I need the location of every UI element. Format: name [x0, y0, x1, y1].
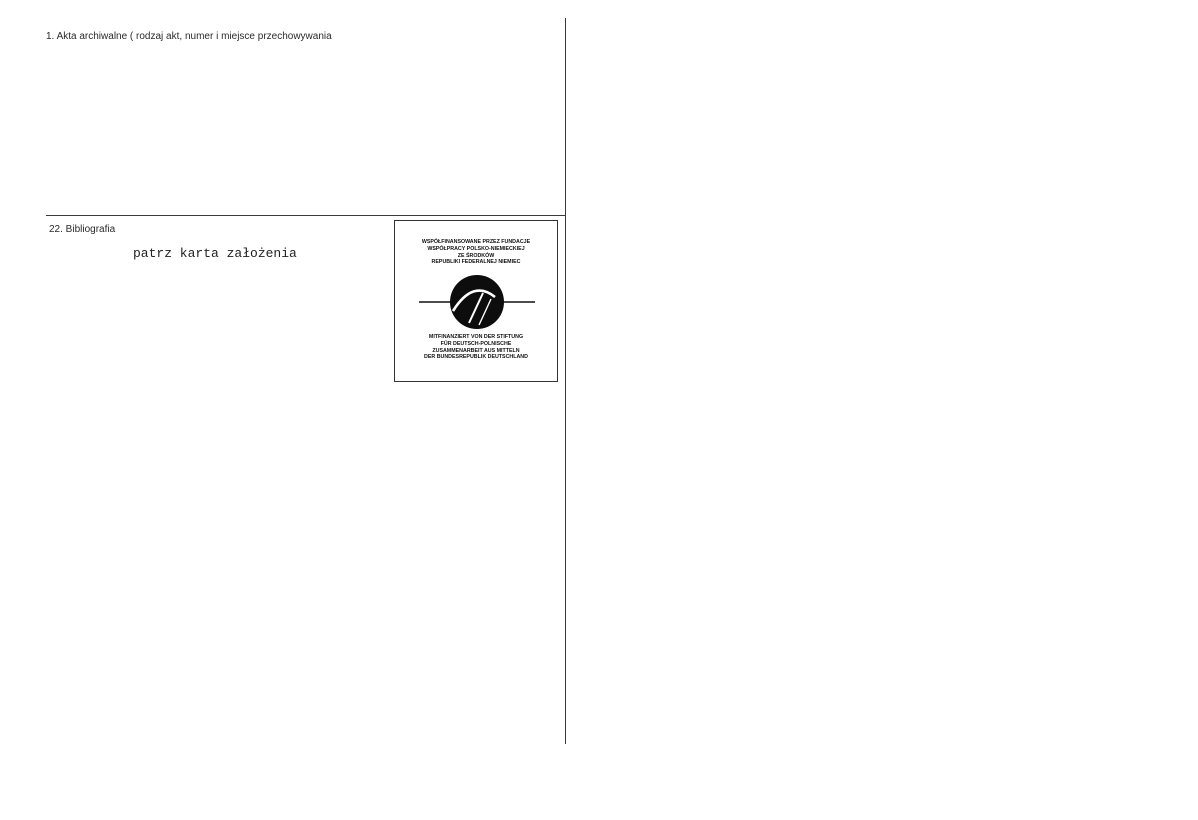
- stamp-bottom-text: MITFINANZIERT VON DER STIFTUNG FÜR DEUTSCH-POLNISCHE ZUSAMMENARBEIT AUS MITTELN DER BUNDESREPUBLIK DEUTSCHLAND: [424, 334, 528, 361]
- section-21: [46, 26, 332, 44]
- section-22-label: 22. Bibliografia: [49, 224, 116, 235]
- section-21-label: 1. Akta archiwalne ( rodzaj akt, numer i miejsce przechowywania: [46, 31, 332, 42]
- center-divider: [565, 18, 566, 744]
- divider-21-22: [46, 215, 565, 216]
- cofinancing-stamp: [394, 220, 558, 382]
- section-22-value: patrz karta założenia: [133, 246, 297, 261]
- stamp-top-text: WSPÓŁFINANSOWANE PRZEZ FUNDACJE WSPÓŁPRACY POLSKO-NIEMIECKIEJ ZE ŚRODKÓW REPUBLIKI FEDERALNEJ NIEMIEC: [421, 239, 531, 266]
- foundation-logo-icon: [413, 273, 541, 331]
